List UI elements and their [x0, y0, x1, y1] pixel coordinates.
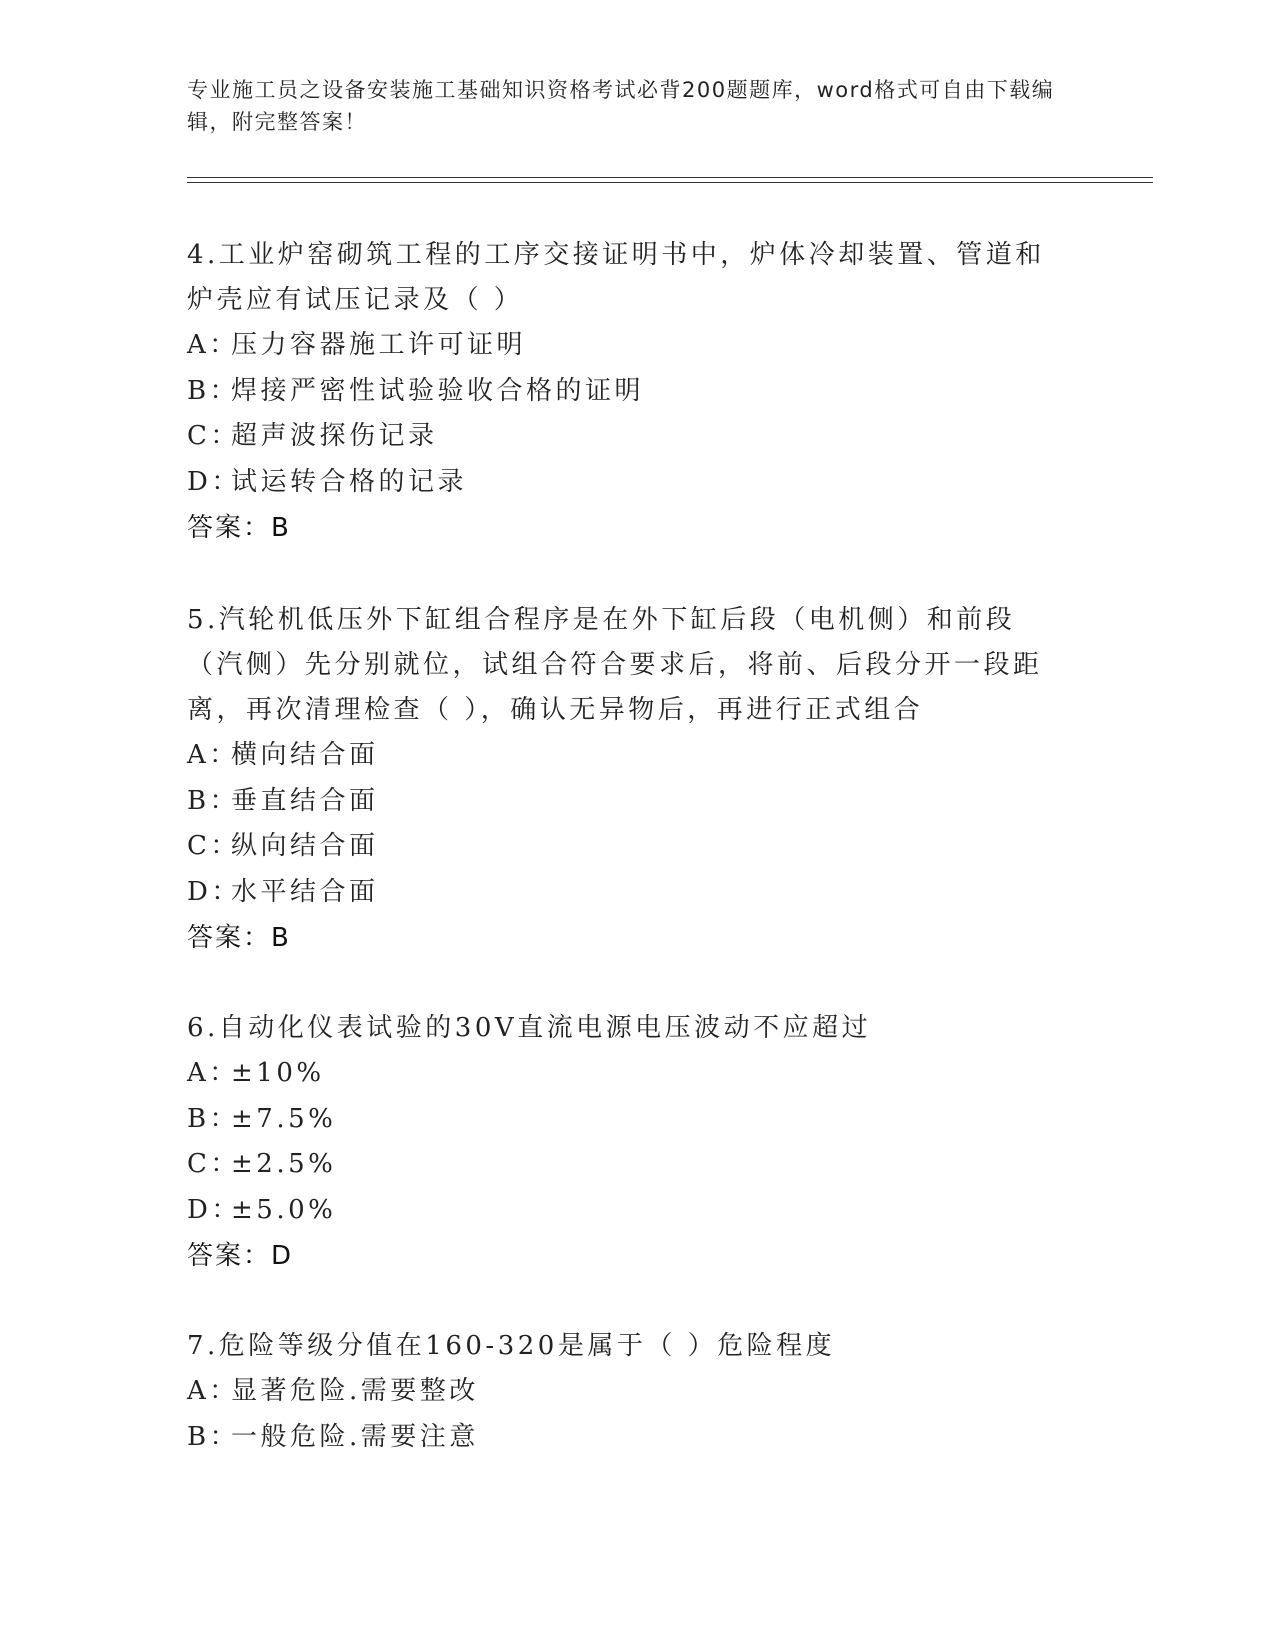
option-label: A：	[187, 1058, 239, 1088]
option-text: ±5.0%	[231, 1194, 337, 1225]
question-stem: 7.危险等级分值在160-320是属于（ ）危险程度	[187, 1331, 836, 1361]
option-text: 超声波探伤记录	[231, 421, 438, 451]
option-d	[187, 460, 1067, 506]
option-b	[187, 1097, 1067, 1143]
option-label: C：	[187, 831, 240, 861]
option-a	[187, 733, 1067, 779]
option-b	[187, 1415, 1067, 1461]
option-label: D：	[187, 466, 241, 497]
question-stem: 4.工业炉窑砌筑工程的工序交接证明书中，炉体冷却装置、管道和炉壳应有试压记录及（ ）	[187, 240, 1045, 315]
option-b	[187, 779, 1067, 825]
header-divider-bottom	[187, 182, 1153, 183]
option-c	[187, 824, 1067, 870]
option-text: ±10%	[231, 1058, 325, 1088]
option-text: 显著危险.需要整改	[231, 1376, 479, 1406]
question-stem: 6.自动化仪表试验的30V直流电源电压波动不应超过	[187, 1013, 872, 1043]
option-label: C：	[187, 421, 240, 451]
document-header: 专业施工员之设备安装施工基础知识资格考试必背200题题库，word格式可自由下载编辑，附完整答案！	[187, 78, 1055, 134]
header-divider-top	[187, 177, 1153, 178]
answer-line: 答案：B	[187, 923, 291, 953]
option-text: 试运转合格的记录	[231, 466, 468, 497]
option-text: 横向结合面	[231, 740, 379, 770]
option-text: ±7.5%	[231, 1103, 337, 1134]
option-b	[187, 369, 1067, 415]
option-label: B：	[187, 375, 240, 406]
question-5	[187, 598, 1067, 961]
option-text: 焊接严密性试验验收合格的证明	[231, 375, 645, 406]
option-text: 垂直结合面	[231, 785, 379, 816]
question-7	[187, 1324, 1067, 1460]
option-label: A：	[187, 740, 239, 770]
question-stem: 5.汽轮机低压外下缸组合程序是在外下缸后段（电机侧）和前段（汽侧）先分别就位，试组合符合要求后，将前、后段分开一段距离，再次清理检查（ ），确认无异物后，再进行正式组合	[187, 605, 1043, 725]
answer-line: 答案：B	[187, 513, 291, 543]
option-text: 一般危险.需要注意	[231, 1421, 479, 1452]
option-text: 压力容器施工许可证明	[231, 330, 527, 360]
option-label: C：	[187, 1149, 240, 1179]
option-label: A：	[187, 330, 239, 360]
option-a	[187, 1369, 1067, 1415]
option-label: B：	[187, 1421, 240, 1452]
option-label: D：	[187, 876, 241, 907]
option-text: ±2.5%	[231, 1149, 337, 1179]
option-text: 水平结合面	[231, 876, 379, 907]
option-label: A：	[187, 1376, 239, 1406]
option-d	[187, 870, 1067, 916]
question-6	[187, 1006, 1067, 1279]
option-text: 纵向结合面	[231, 831, 379, 861]
option-c	[187, 414, 1067, 460]
option-c	[187, 1142, 1067, 1188]
question-4	[187, 233, 1067, 551]
option-label: B：	[187, 1103, 240, 1134]
option-d	[187, 1188, 1067, 1234]
option-label: D：	[187, 1194, 241, 1225]
option-label: B：	[187, 785, 240, 816]
option-a	[187, 1051, 1067, 1097]
option-a	[187, 323, 1067, 369]
answer-line: 答案：D	[187, 1241, 294, 1271]
